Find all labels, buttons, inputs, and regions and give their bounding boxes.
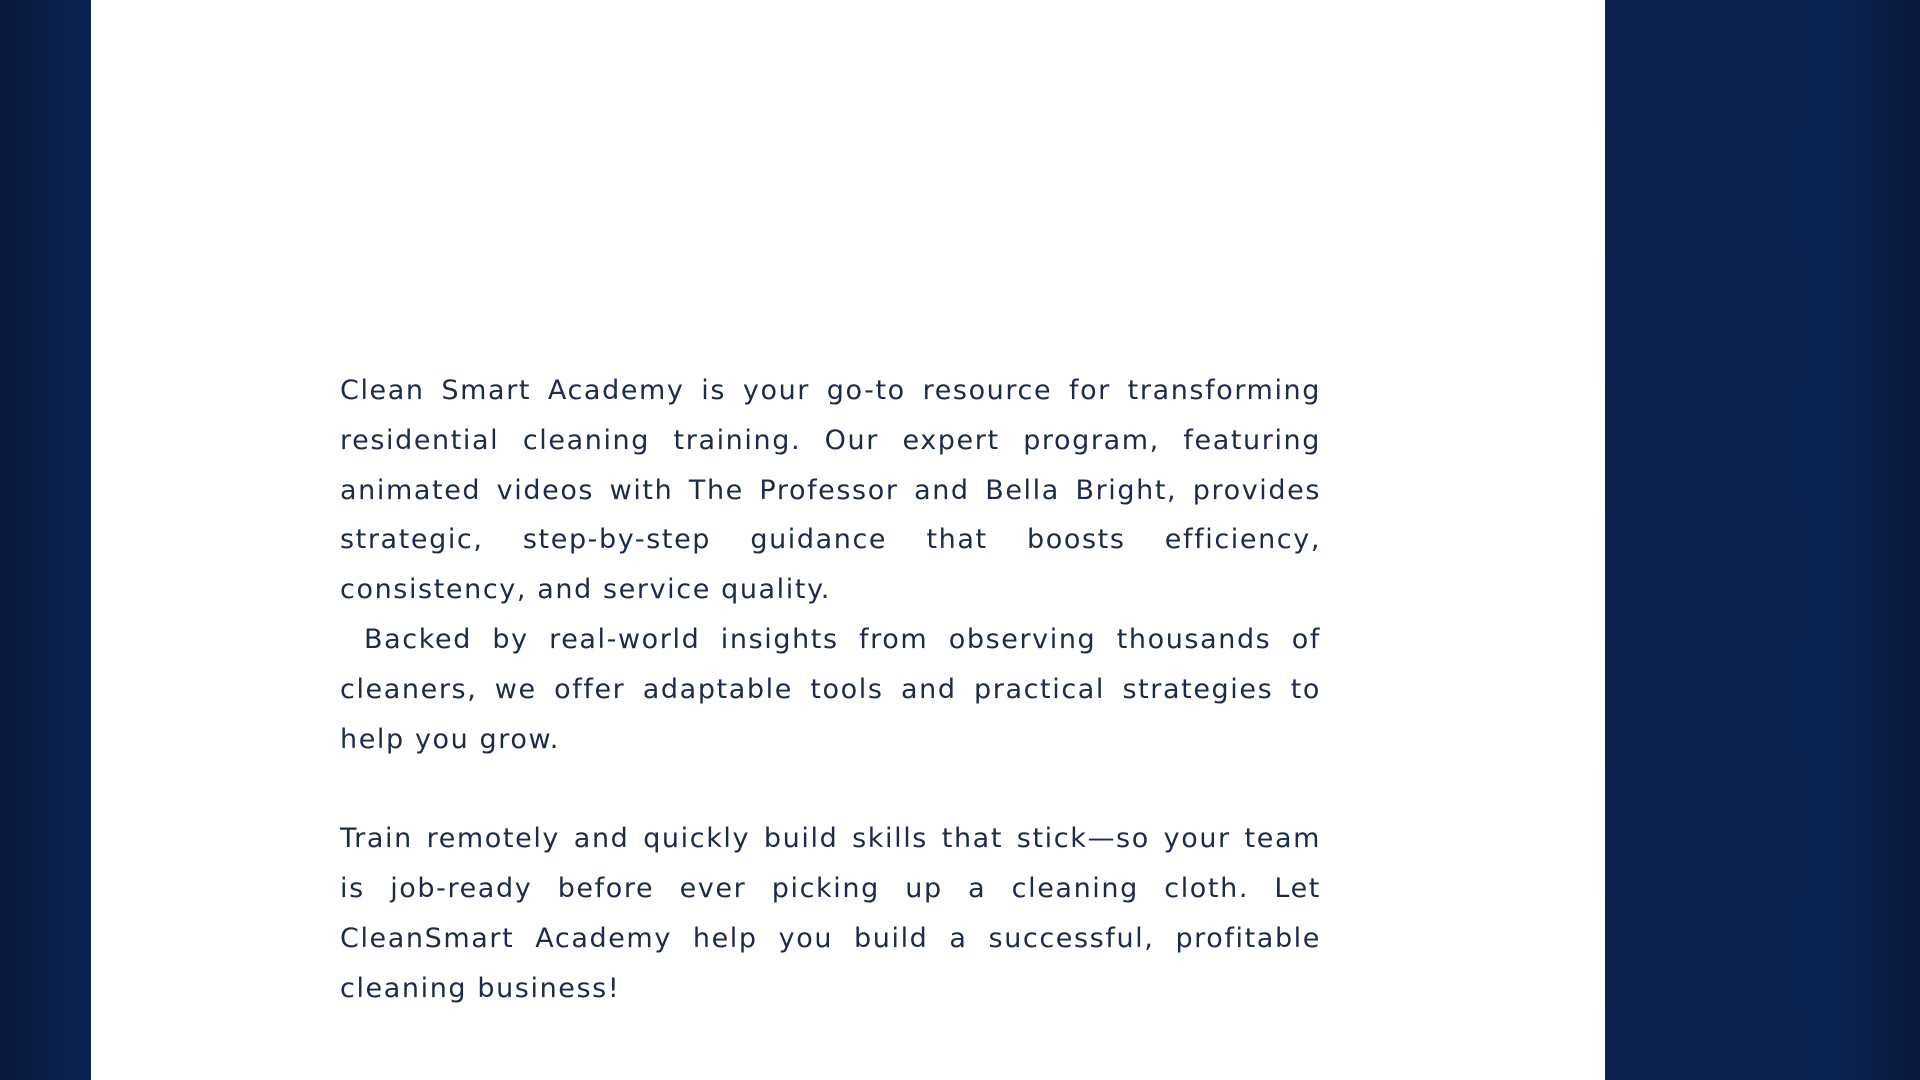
about-paragraph-remote-training: Train remotely and quickly build skills that stick—so your team is job-ready before ever picking up a cleaning cloth. Let CleanSmart Academy help you build a successful, profitable cleaning business!	[340, 823, 1321, 1004]
about-paragraph-intro: Clean Smart Academy is your go-to resource for transforming residential cleaning training. Our expert program, featuring animated videos with The Professor and Bella Bright, provides strategic, step-by-step guidance that boosts efficiency, consistency, and service quality.	[340, 375, 1321, 606]
about-paragraph-insights: Backed by real-world insights from observing thousands of cleaners, we offer adaptable tools and practical strategies to help you grow.	[340, 623, 1321, 755]
about-section	[340, 366, 1321, 1013]
